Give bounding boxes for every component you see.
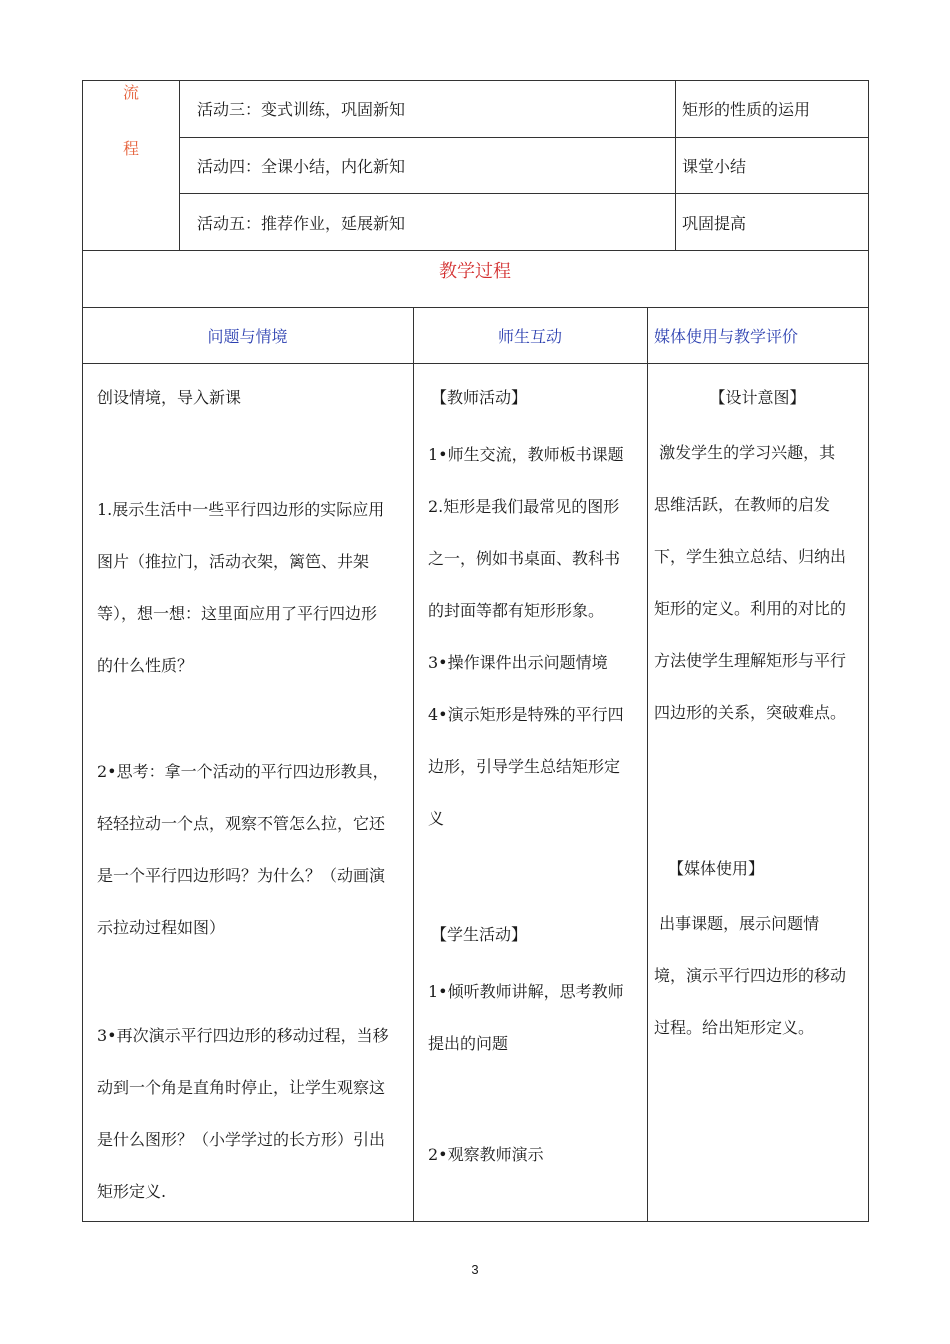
media-use-heading: 【媒体使用】 <box>668 859 765 878</box>
col1-item2-line: 轻轻拉动一个点，观察不管怎么拉，它还 <box>97 814 386 833</box>
media-use-line: 境，演示平行四边形的移动 <box>654 966 847 985</box>
table-border-left <box>82 80 83 1222</box>
teacher-activity-list <box>428 445 624 861</box>
teacher-activity-line: 之一，例如书桌面、教科书 <box>428 549 621 568</box>
header-interaction: 师生互动 <box>497 327 562 346</box>
flow-purpose-4: 课堂小结 <box>682 157 747 176</box>
flow-label-char-2: 程 <box>123 139 140 158</box>
col1-item-1 <box>97 500 384 708</box>
flow-row-sep-2 <box>179 193 869 194</box>
flow-purpose-5: 巩固提高 <box>682 214 747 233</box>
student-activity-item-2: 2•观察教师演示 <box>428 1145 544 1164</box>
student-activity-line: 1•倾听教师讲解，思考教师 <box>428 982 624 1001</box>
teacher-activity-line: 的封面等都有矩形形象。 <box>428 601 605 620</box>
teacher-activity-heading: 【教师活动】 <box>431 388 528 407</box>
teacher-activity-line: 2.矩形是我们最常见的图形 <box>428 497 620 516</box>
col1-item1-line: 等），想一想：这里面应用了平行四边形 <box>97 604 378 623</box>
design-intent-heading: 【设计意图】 <box>709 388 806 407</box>
student-activity-item-1 <box>428 982 624 1086</box>
design-intent-line: 方法使学生理解矩形与平行 <box>654 651 847 670</box>
design-intent-line: 下，学生独立总结、归纳出 <box>654 547 847 566</box>
header-question: 问题与情境 <box>207 327 288 346</box>
table-border-top <box>82 80 869 81</box>
col1-item3-line: 动到一个角是直角时停止，让学生观察这 <box>97 1078 386 1097</box>
flow-row-sep-1 <box>179 137 869 138</box>
flow-section-bottom <box>82 250 869 251</box>
col1-item1-line: 的什么性质？ <box>97 656 194 675</box>
design-intent-line: 矩形的定义。利用的对比的 <box>654 599 847 618</box>
teacher-activity-line: 边形，引导学生总结矩形定 <box>428 757 621 776</box>
flow-activity-4: 活动四：全课小结，内化新知 <box>197 157 406 176</box>
teacher-activity-line: 4•演示矩形是特殊的平行四 <box>428 705 624 724</box>
student-activity-line: 提出的问题 <box>428 1034 509 1053</box>
col1-item-3 <box>97 1026 389 1234</box>
header-row-bottom <box>82 363 869 364</box>
teacher-activity-line: 3•操作课件出示问题情境 <box>428 653 608 672</box>
col1-intro: 创设情境，导入新课 <box>97 388 242 407</box>
col1-item-2 <box>97 762 389 970</box>
page-number: 3 <box>471 1262 479 1277</box>
table-border-right <box>868 80 869 1222</box>
content-divider-1 <box>413 307 414 1222</box>
col1-item3-line: 矩形定义. <box>97 1182 167 1201</box>
flow-divider-1 <box>179 80 180 251</box>
flow-activity-5: 活动五：推荐作业，延展新知 <box>197 214 406 233</box>
teacher-activity-line: 义 <box>428 809 445 828</box>
teacher-activity-line: 1•师生交流，教师板书课题 <box>428 445 624 464</box>
col1-item2-line: 是一个平行四边形吗？为什么？（动画演 <box>97 866 386 885</box>
design-intent-line: 四边形的关系，突破难点。 <box>654 703 847 722</box>
flow-purpose-3: 矩形的性质的运用 <box>682 100 811 119</box>
media-use-line: 过程。给出矩形定义。 <box>654 1018 815 1037</box>
flow-divider-2 <box>675 80 676 251</box>
design-intent-line: 思维活跃，在教师的启发 <box>654 495 831 514</box>
media-use-text <box>654 914 846 1070</box>
content-divider-2 <box>647 307 648 1222</box>
flow-activity-3: 活动三：变式训练，巩固新知 <box>197 100 406 119</box>
design-intent-line: 激发学生的学习兴趣，其 <box>654 443 836 462</box>
title-row-bottom <box>82 307 869 308</box>
design-intent-text <box>654 443 846 755</box>
col1-item2-line: 2•思考：拿一个活动的平行四边形教具， <box>97 762 389 781</box>
col1-item3-line: 3•再次演示平行四边形的移动过程，当移 <box>97 1026 389 1045</box>
section-title: 教学过程 <box>439 261 511 282</box>
media-use-line: 出事课题，展示问题情 <box>654 914 820 933</box>
col1-item1-line: 图片（推拉门，活动衣架，篱笆、井架 <box>97 552 370 571</box>
col1-item3-line: 是什么图形？（小学学过的长方形）引出 <box>97 1130 386 1149</box>
header-media-evaluation: 媒体使用与教学评价 <box>654 327 799 346</box>
student-activity-heading: 【学生活动】 <box>431 925 528 944</box>
flow-label-char-1: 流 <box>123 83 140 102</box>
col1-item2-line: 示拉动过程如图） <box>97 918 226 937</box>
col1-item1-line: 1.展示生活中一些平行四边形的实际应用 <box>97 500 385 519</box>
